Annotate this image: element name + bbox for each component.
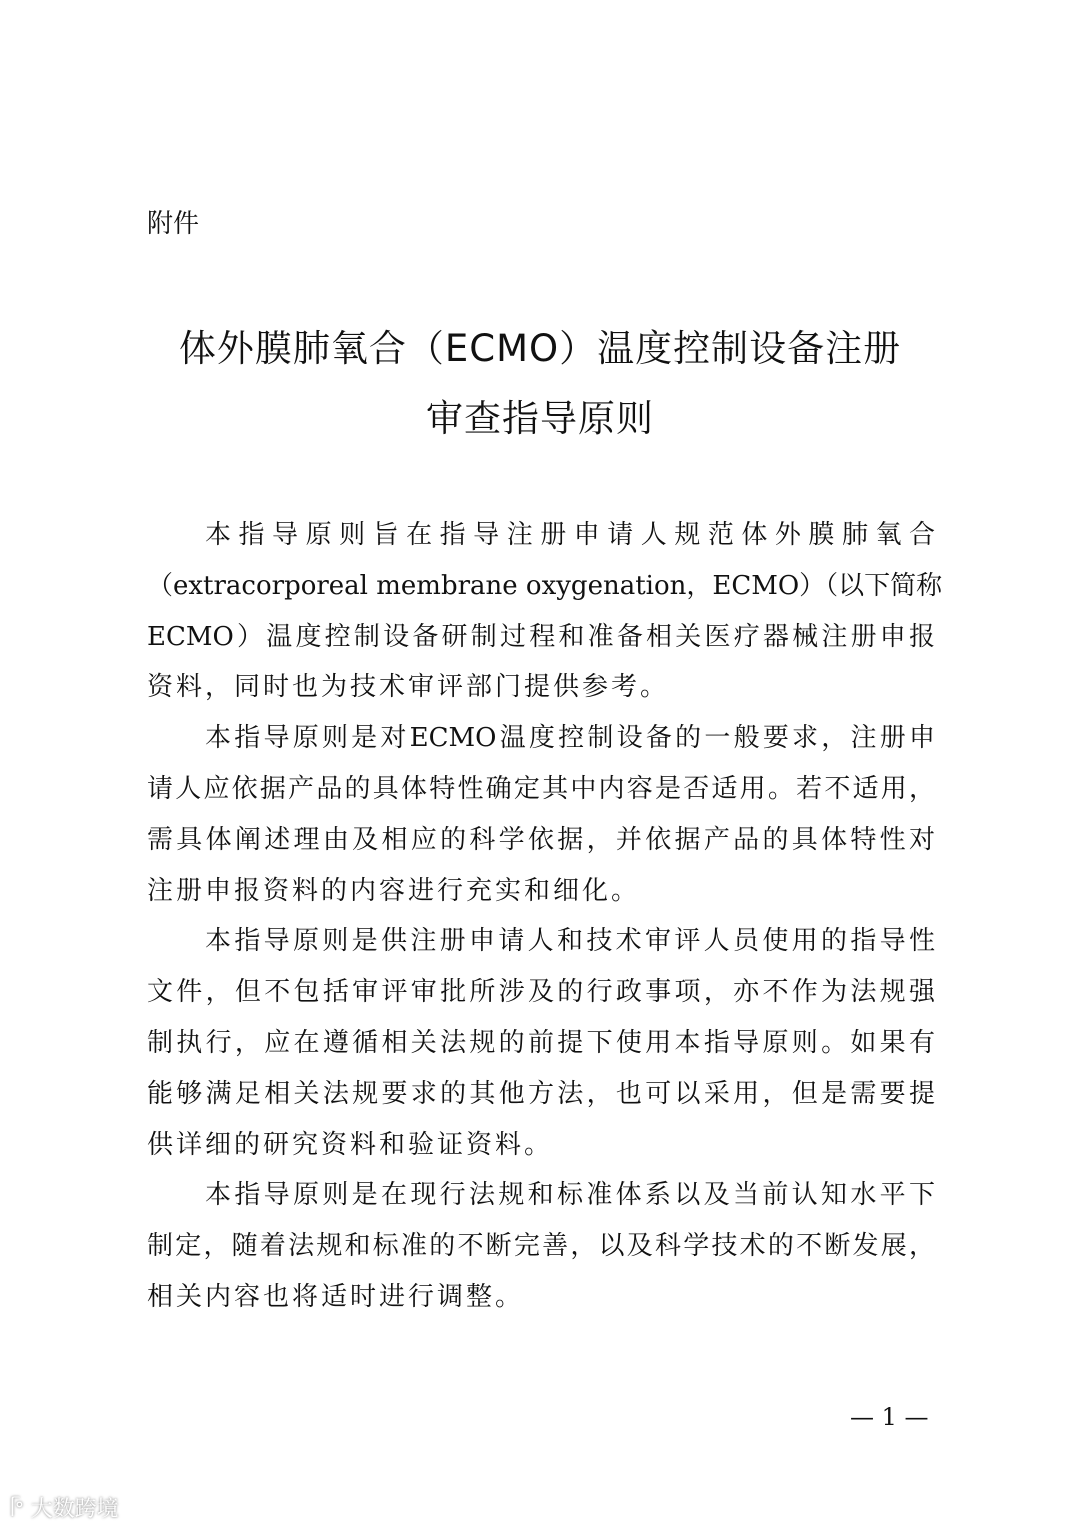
document-title-line-2: 审查指导原则 [426,397,654,440]
paragraph-line: 文件，但不包括审评审批所涉及的行政事项，亦不作为法规强 [147,977,935,1008]
paragraph-line: （extracorporeal membrane oxygenation，ECMO）（以下简称 [147,570,943,601]
watermark-logo: ᥬᐤ 大数跨境 [10,1497,119,1522]
paragraph-line: 本指导原则是供注册申请人和技术审评人员使用的指导性 [205,926,935,957]
paragraph-line: 能够满足相关法规要求的其他方法，也可以采用，但是需要提 [147,1078,935,1109]
paragraph-line: 制执行，应在遵循相关法规的前提下使用本指导原则。如果有 [147,1027,935,1058]
document-title-line-1: 体外膜肺氧合（ECMO）温度控制设备注册 [178,327,902,370]
paragraph-line: 本指导原则旨在指导注册申请人规范体外膜肺氧合 [205,520,935,550]
attachment-label: 附件 [147,209,200,239]
paragraph-line: 本指导原则是在现行法规和标准体系以及当前认知水平下 [205,1180,935,1211]
watermark-text: 大数跨境 [30,1497,119,1522]
paragraph-line: 供详细的研究资料和验证资料。 [147,1129,554,1160]
page-number: — 1 — [850,1403,929,1431]
document-body [147,515,943,1328]
paragraph-line: 注册申报资料的内容进行充实和细化。 [147,875,641,906]
paragraph-line: 请人应依据产品的具体特性确定其中内容是否适用。若不适用， [147,773,935,804]
paragraph-line: 资料，同时也为技术审评部门提供参考。 [147,672,670,703]
paragraph-line: ECMO）温度控制设备研制过程和准备相关医疗器械注册申报 [147,621,935,652]
paragraph-line: 本指导原则是对ECMO温度控制设备的一般要求，注册申 [205,723,935,754]
paragraph-line: 需具体阐述理由及相应的科学依据，并依据产品的具体特性对 [147,824,935,855]
paragraph-line: 相关内容也将适时进行调整。 [147,1281,525,1312]
paragraph-line: 制定，随着法规和标准的不断完善，以及科学技术的不断发展， [147,1231,935,1262]
